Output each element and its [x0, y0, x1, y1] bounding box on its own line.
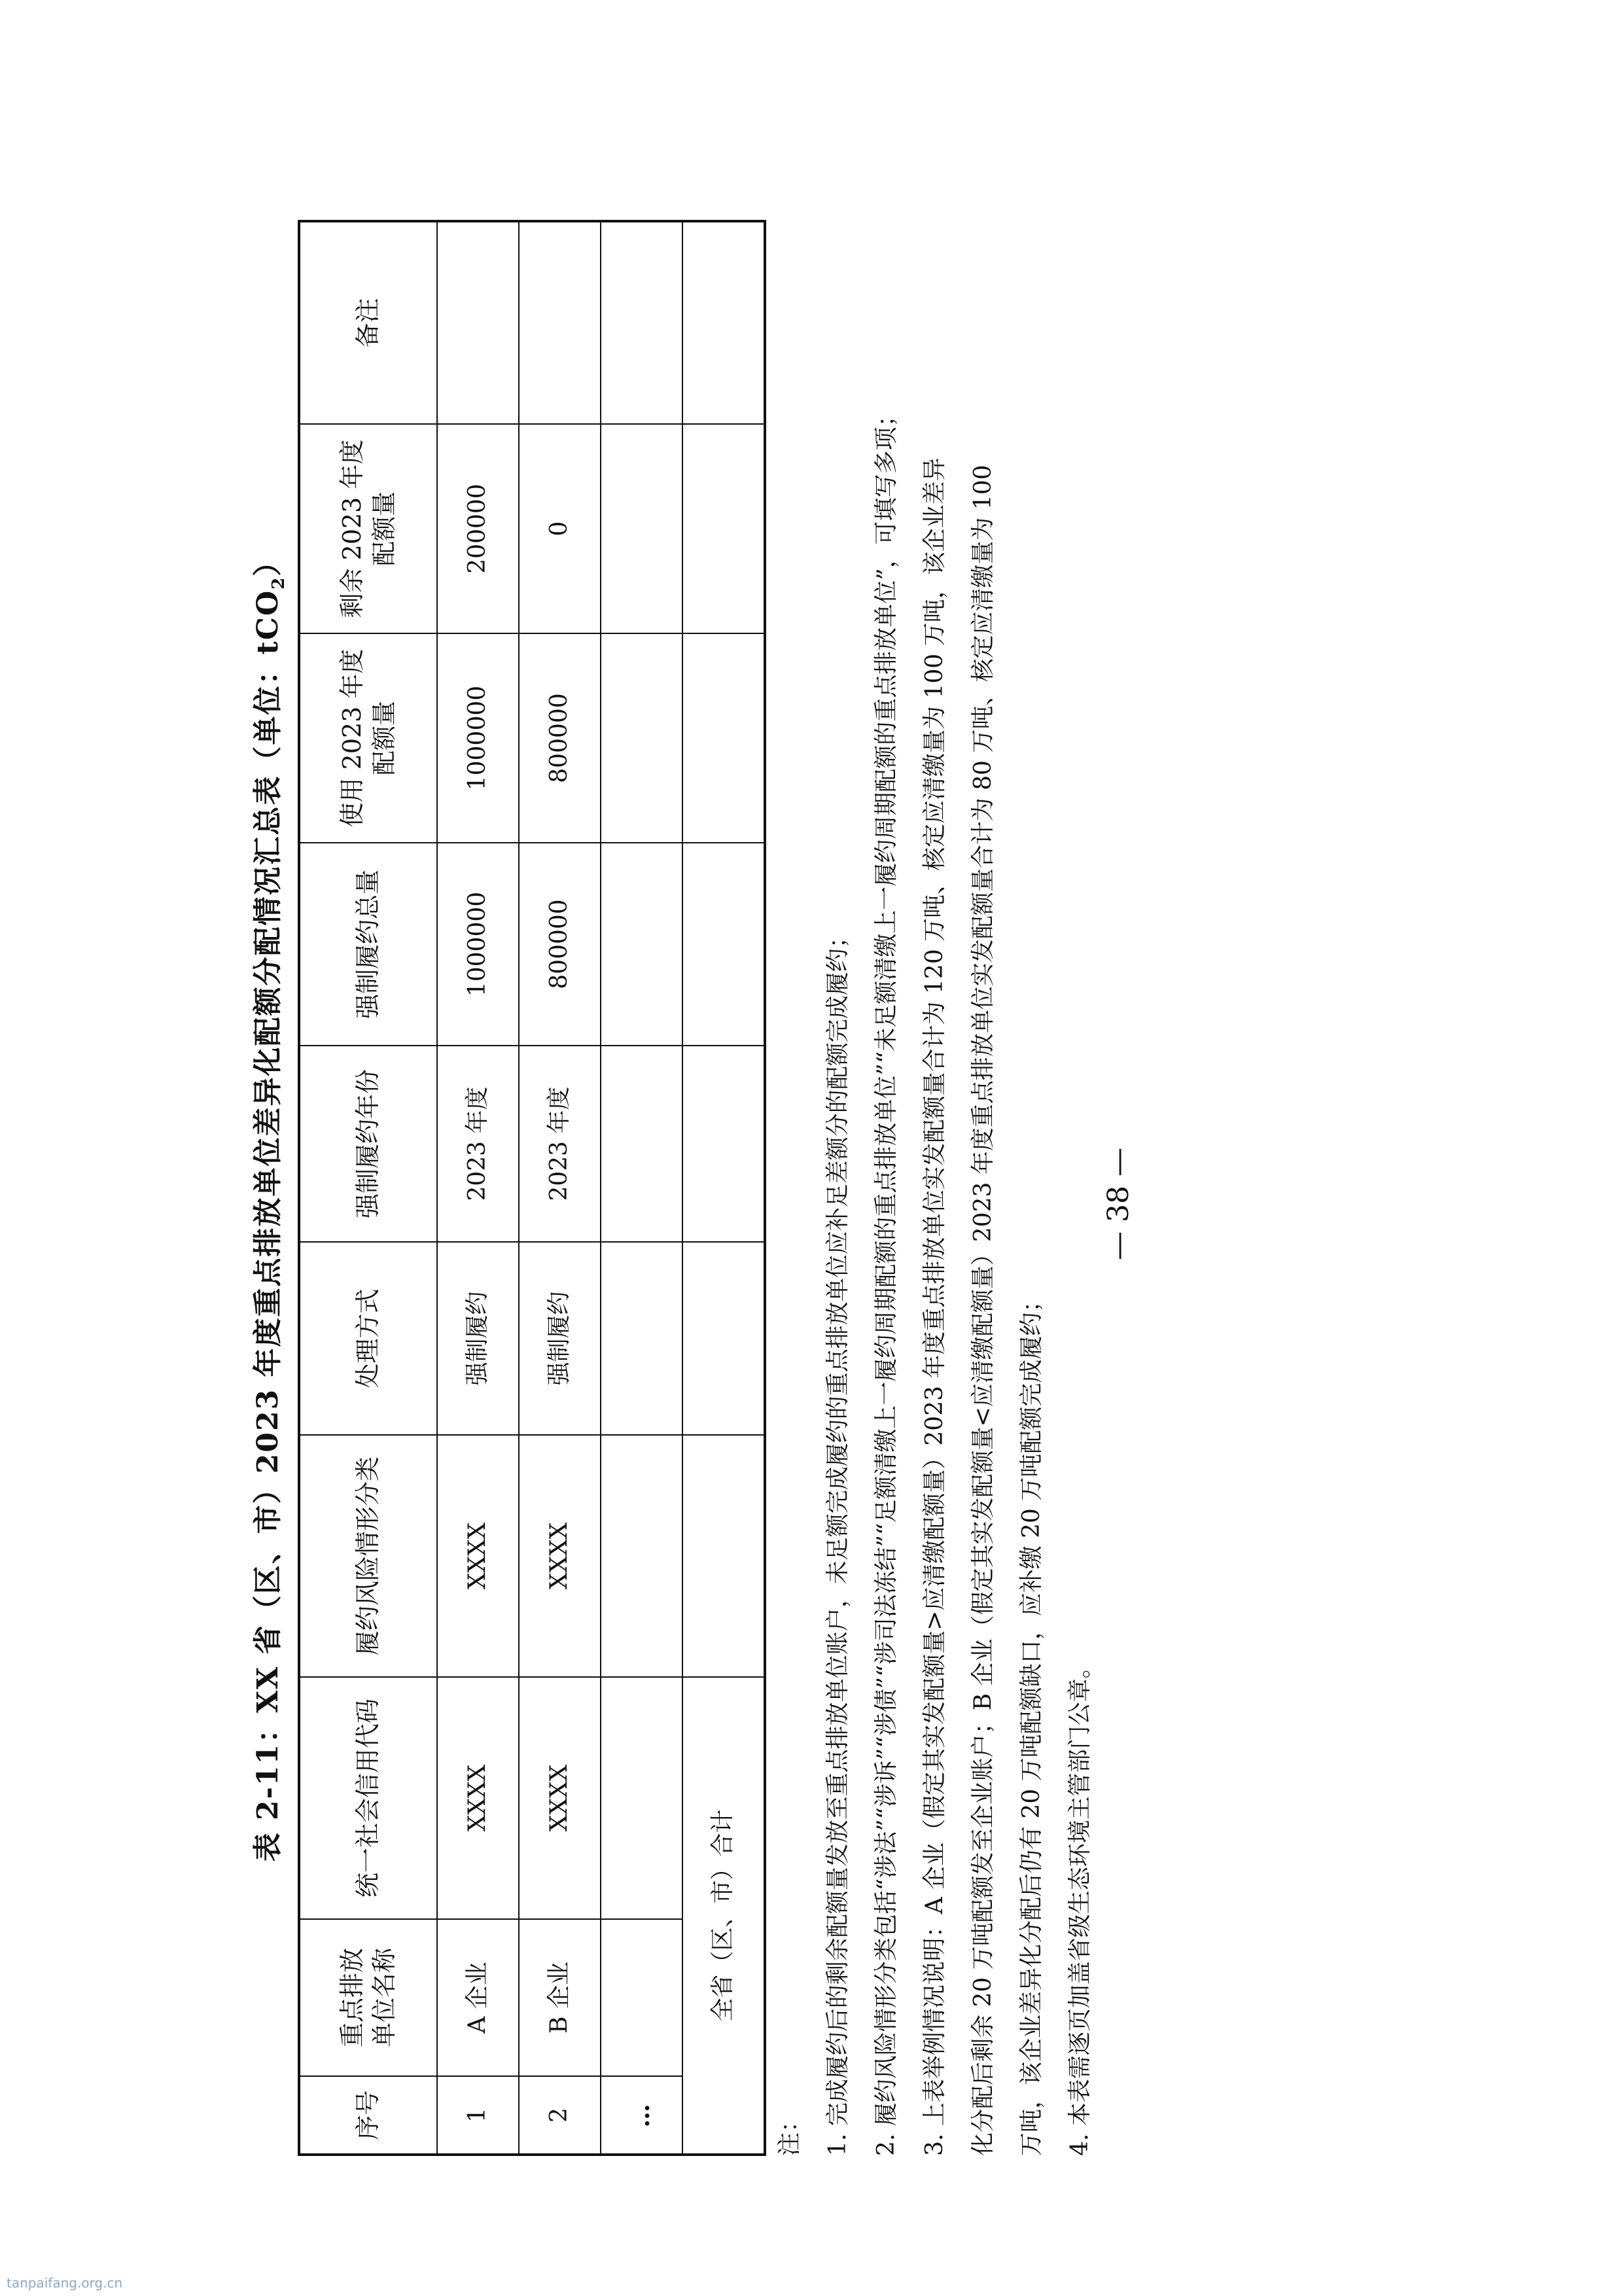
cell-handling: 强制履约 — [519, 1242, 601, 1435]
header-enforced-year: 强制履约年份 — [299, 1046, 437, 1242]
cell-enforced-year: 2023 年度 — [519, 1046, 601, 1242]
header-unit-name: 重点排放 单位名称 — [299, 1919, 437, 2076]
notes-section — [766, 222, 1104, 2156]
header-used-quota: 使用 2023 年度 配额量 — [299, 633, 437, 843]
cell-total-used — [682, 633, 765, 843]
cell-unit-name — [601, 1919, 682, 2076]
cell-remarks — [437, 221, 519, 424]
note-line: 4. 本表需逐页加盖省级生态环境主管部门公章。 — [1067, 1655, 1093, 2156]
cell-handling: 强制履约 — [437, 1242, 519, 1435]
table-row — [519, 221, 601, 2155]
cell-index: 2 — [519, 2076, 601, 2155]
page-number: — 38 — — [1102, 1148, 1135, 1260]
table-row — [437, 221, 519, 2155]
cell-total-remaining — [682, 424, 765, 633]
cell-remaining-quota: 200000 — [437, 424, 519, 633]
table-title — [242, 190, 294, 2218]
table-row — [601, 221, 682, 2155]
cell-remaining-quota: 0 — [519, 424, 601, 633]
table-title-text: 表 2-11：XX 省（区、市）2023 年度重点排放单位差异化配额分配情况汇总表（单位：tCO — [251, 589, 285, 1862]
header-remarks: 备注 — [299, 221, 437, 424]
header-index: 序号 — [299, 2076, 437, 2155]
cell-enforced-year — [601, 1046, 682, 1242]
cell-risk-category: XXXX — [437, 1435, 519, 1677]
cell-enforced-year: 2023 年度 — [437, 1046, 519, 1242]
cell-risk-category — [601, 1435, 682, 1677]
header-handling: 处理方式 — [299, 1242, 437, 1435]
header-risk-category: 履约风险情形分类 — [299, 1435, 437, 1677]
header-row — [299, 221, 437, 2155]
cell-used-quota: 800000 — [519, 633, 601, 843]
note-line: 2. 履约风险情形分类包括“涉法”“涉诉”“涉债”“涉司法冻结”“足额清缴上一履约周期配额的重点排放单位”“未足额清缴上一履约周期配额的重点排放单位”，可填写多项； — [873, 403, 900, 2156]
allocation-summary-table — [298, 220, 766, 2156]
cell-risk-category: XXXX — [519, 1435, 601, 1677]
table-title-close: ） — [251, 546, 285, 576]
header-remaining-quota: 剩余 2023 年度 配额量 — [299, 424, 437, 633]
cell-index: … — [601, 2076, 682, 2155]
cell-enforced-total — [601, 843, 682, 1046]
cell-total-label: 全省（区、市）合计 — [682, 1677, 765, 2155]
cell-handling — [601, 1242, 682, 1435]
cell-unit-name: B 企业 — [519, 1919, 601, 2076]
cell-remaining-quota — [601, 424, 682, 633]
notes-label: 注： — [776, 2108, 803, 2156]
note-line: 3. 上表举例情况说明：A 企业（假定其实发配额量>应清缴配额量）2023 年度重点排放单位实发配额量合计为 120 万吨、核定应清缴量为 100 万吨，该企业差异 — [921, 457, 948, 2156]
header-credit-code: 统一社会信用代码 — [299, 1677, 437, 1919]
cell-enforced-total: 1000000 — [437, 843, 519, 1046]
watermark-text: tanpaifang.org.cn — [7, 2275, 123, 2291]
cell-total-enforced — [682, 843, 765, 1046]
rotated-page — [242, 190, 1184, 2218]
total-row — [682, 221, 765, 2155]
table-title-subscript: 2 — [268, 576, 289, 590]
cell-used-quota — [601, 633, 682, 843]
cell-credit-code — [601, 1677, 682, 1919]
header-enforced-total: 强制履约总量 — [299, 843, 437, 1046]
cell-unit-name: A 企业 — [437, 1919, 519, 2076]
cell-enforced-total: 800000 — [519, 843, 601, 1046]
cell-total-remarks — [682, 221, 765, 424]
cell-total-risk — [682, 1435, 765, 1677]
cell-remarks — [519, 221, 601, 424]
cell-credit-code: XXXX — [519, 1677, 601, 1919]
cell-index: 1 — [437, 2076, 519, 2155]
note-line: 1. 完成履约后的剩余配额量发放至重点排放单位账户，未足额完成履约的重点排放单位应补足差额分的配额完成履约； — [824, 925, 851, 2156]
note-line: 化分配后剩余 20 万吨配额发至企业账户；B 企业（假定其实发配额量<应清缴配额量）2023 年度重点排放单位实发配额量合计为 80 万吨、核定应清缴量为 100 — [970, 465, 997, 2156]
cell-remarks — [601, 221, 682, 424]
cell-used-quota: 1000000 — [437, 633, 519, 843]
note-line: 万吨，该企业差异化分配后仍有 20 万吨配额缺口，应补缴 20 万吨配额完成履约； — [1018, 1288, 1045, 2156]
cell-total-handling — [682, 1242, 765, 1435]
cell-credit-code: XXXX — [437, 1677, 519, 1919]
cell-total-year — [682, 1046, 765, 1242]
